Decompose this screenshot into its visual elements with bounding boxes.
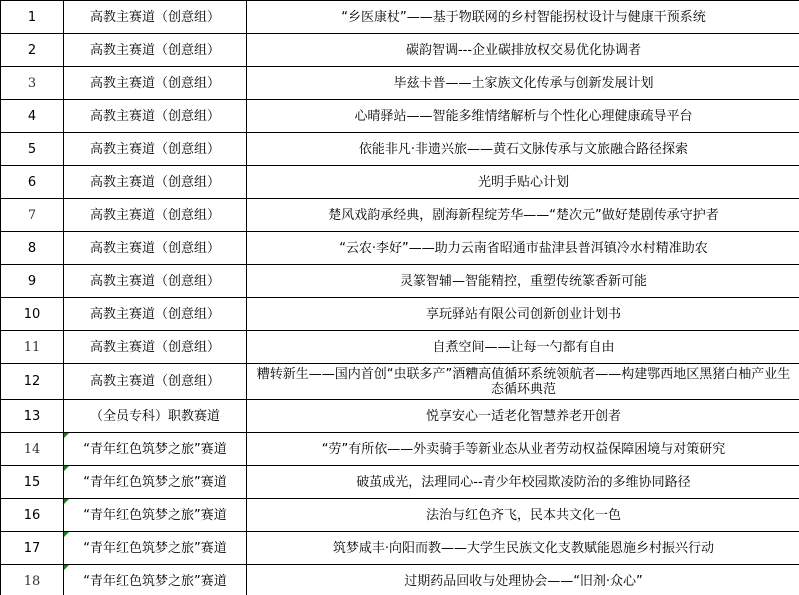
track-cell[interactable]: 高教主赛道（创意组）: [64, 199, 247, 232]
row-number-cell[interactable]: 1: [1, 1, 64, 34]
table-row: [1, 400, 799, 433]
project-title-cell[interactable]: 光明手贴心计划: [247, 166, 799, 199]
project-title-cell[interactable]: 过期药品回收与处理协会——“旧剂·众心”: [247, 565, 799, 595]
row-number-cell[interactable]: 16: [1, 499, 64, 532]
table-row: [1, 265, 799, 298]
track-cell[interactable]: 高教主赛道（创意组）: [64, 331, 247, 364]
project-title-cell[interactable]: 自煮空间——让每一勺都有自由: [247, 331, 799, 364]
project-title-cell[interactable]: 糟转新生——国内首创“虫联多产”酒糟高值循环系统领航者——构建鄂西地区黑猪白柚产业生态循环典范: [247, 364, 799, 400]
track-cell[interactable]: 高教主赛道（创意组）: [64, 133, 247, 166]
row-number-cell[interactable]: 3: [1, 67, 64, 100]
table-row: [1, 199, 799, 232]
row-number-cell[interactable]: 9: [1, 265, 64, 298]
table-row: [1, 298, 799, 331]
row-number-cell[interactable]: 6: [1, 166, 64, 199]
table-row: [1, 232, 799, 265]
track-cell[interactable]: 高教主赛道（创意组）: [64, 34, 247, 67]
project-title-cell[interactable]: 灵篆智辅—智能精控，重塑传统篆香新可能: [247, 265, 799, 298]
row-number-cell[interactable]: 4: [1, 100, 64, 133]
row-number-cell[interactable]: 18: [1, 565, 64, 595]
project-title-cell[interactable]: “乡医康杖”——基于物联网的乡村智能拐杖设计与健康干预系统: [247, 1, 799, 34]
table-row: [1, 133, 799, 166]
project-title-cell[interactable]: 楚风戏韵承经典，剧海新程绽芳华——“楚次元”做好楚剧传承守护者: [247, 199, 799, 232]
row-number-cell[interactable]: 13: [1, 400, 64, 433]
table-row: [1, 466, 799, 499]
row-number-cell[interactable]: 17: [1, 532, 64, 565]
project-title-cell[interactable]: 筑梦咸丰·向阳而教——大学生民族文化支教赋能恩施乡村振兴行动: [247, 532, 799, 565]
track-cell[interactable]: “青年红色筑梦之旅”赛道: [64, 499, 247, 532]
row-number-cell[interactable]: 14: [1, 433, 64, 466]
project-title-cell[interactable]: 毕兹卡普——土家族文化传承与创新发展计划: [247, 67, 799, 100]
row-number-cell[interactable]: 12: [1, 364, 64, 400]
table-row: [1, 532, 799, 565]
track-cell[interactable]: “青年红色筑梦之旅”赛道: [64, 565, 247, 595]
table-row: [1, 1, 799, 34]
table-row: [1, 364, 799, 400]
table-row: [1, 499, 799, 532]
track-cell[interactable]: “青年红色筑梦之旅”赛道: [64, 466, 247, 499]
project-title-cell[interactable]: 碳韵智调---企业碳排放权交易优化协调者: [247, 34, 799, 67]
row-number-cell[interactable]: 8: [1, 232, 64, 265]
project-title-cell[interactable]: “云农·李好”——助力云南省昭通市盐津县普洱镇冷水村精准助农: [247, 232, 799, 265]
project-title-cell[interactable]: 破茧成光，法理同心--青少年校园欺凌防治的多维协同路径: [247, 466, 799, 499]
track-cell[interactable]: “青年红色筑梦之旅”赛道: [64, 532, 247, 565]
row-number-cell[interactable]: 11: [1, 331, 64, 364]
table-row: [1, 67, 799, 100]
track-cell[interactable]: 高教主赛道（创意组）: [64, 1, 247, 34]
track-cell[interactable]: 高教主赛道（创意组）: [64, 232, 247, 265]
row-number-cell[interactable]: 2: [1, 34, 64, 67]
track-cell[interactable]: 高教主赛道（创意组）: [64, 100, 247, 133]
table-row: [1, 433, 799, 466]
table-row: [1, 100, 799, 133]
table-row: [1, 565, 799, 595]
table-row: [1, 331, 799, 364]
track-cell[interactable]: 高教主赛道（创意组）: [64, 67, 247, 100]
project-title-cell[interactable]: 悦享安心一适老化智慧养老开创者: [247, 400, 799, 433]
project-title-cell[interactable]: “劳”有所依——外卖骑手等新业态从业者劳动权益保障困境与对策研究: [247, 433, 799, 466]
track-cell[interactable]: “青年红色筑梦之旅”赛道: [64, 433, 247, 466]
row-number-cell[interactable]: 10: [1, 298, 64, 331]
project-title-cell[interactable]: 法治与红色齐飞，民本共文化一色: [247, 499, 799, 532]
track-cell[interactable]: 高教主赛道（创意组）: [64, 265, 247, 298]
track-cell[interactable]: 高教主赛道（创意组）: [64, 166, 247, 199]
track-cell[interactable]: 高教主赛道（创意组）: [64, 298, 247, 331]
track-cell[interactable]: （全员专科）职教赛道: [64, 400, 247, 433]
row-number-cell[interactable]: 7: [1, 199, 64, 232]
project-title-cell[interactable]: 依能非凡·非遗兴旅——黄石文脉传承与文旅融合路径探索: [247, 133, 799, 166]
track-cell[interactable]: 高教主赛道（创意组）: [64, 364, 247, 400]
table-row: [1, 166, 799, 199]
row-number-cell[interactable]: 5: [1, 133, 64, 166]
row-number-cell[interactable]: 15: [1, 466, 64, 499]
table-row: [1, 34, 799, 67]
project-title-cell[interactable]: 享玩驿站有限公司创新创业计划书: [247, 298, 799, 331]
project-title-cell[interactable]: 心晴驿站——智能多维情绪解析与个性化心理健康疏导平台: [247, 100, 799, 133]
